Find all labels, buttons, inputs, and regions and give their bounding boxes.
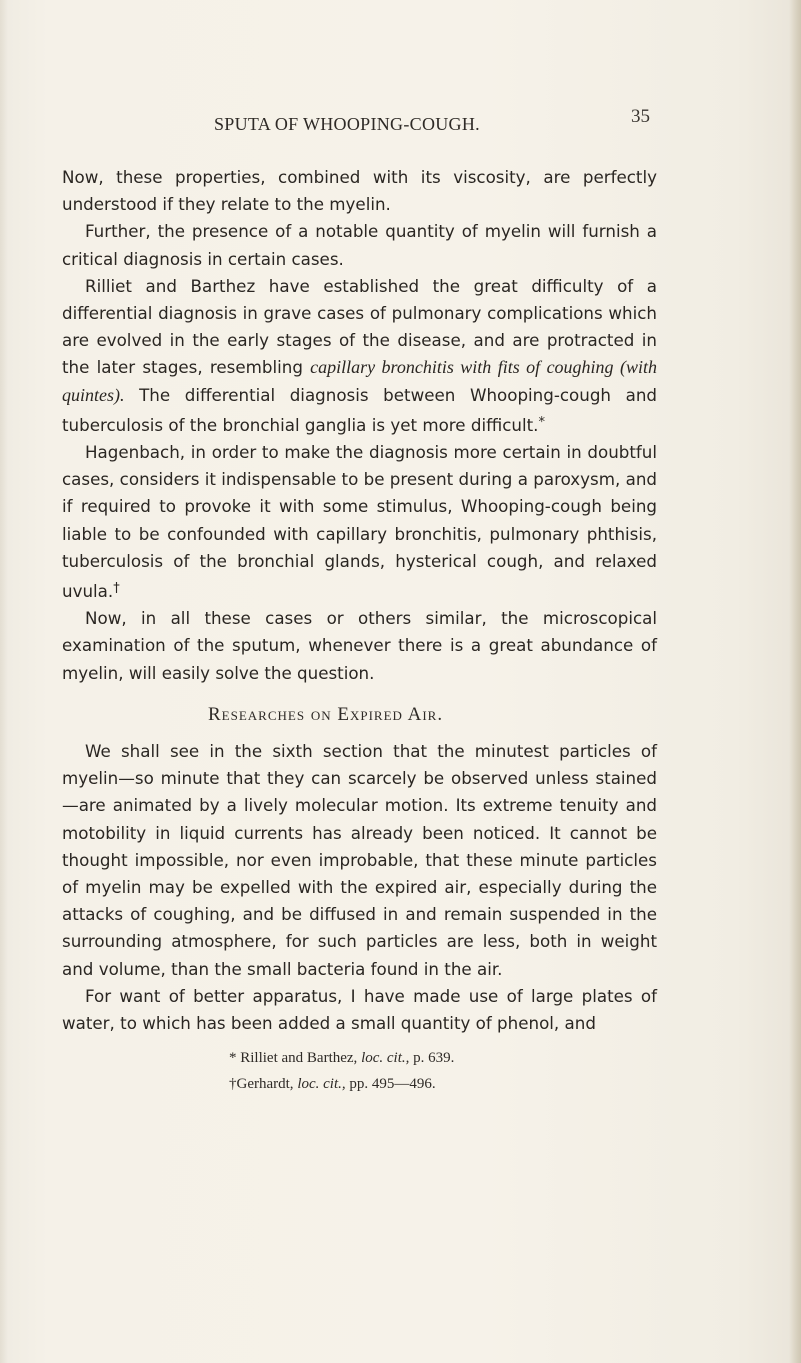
page-number: 35 [631,106,650,127]
paragraph [62,605,657,687]
footnote-marker: * [229,1050,237,1066]
footnote-marker: † [229,1076,237,1092]
footnote-text: Rilliet and Barthez, [236,1050,362,1066]
footnote-text-continued: p. 639. [409,1050,455,1066]
section-heading-text: Researches on Expired Air. [208,704,444,725]
paragraph [62,218,657,272]
footnote-text: Gerhardt, [236,1076,298,1092]
footnote-marker: * [538,414,545,430]
paragraph-text: Further, the presence of a notable quantity of myelin will furnish a critical diagnosis in certain cases. [62,221,657,269]
paragraph [62,738,657,983]
page-edge [789,0,801,1363]
paragraph-text: Rilliet and Barthez have established the great difficulty of a differential diagnosis in grave cases of pulmonary complications which are evolved in the early stages of the disease, and are protracted in the later stages, resembling [62,275,657,378]
running-head [0,106,801,144]
paragraph-text: For want of better apparatus, I have made use of large plates of water, to which has been added a small quantity of phenol, and [62,985,657,1034]
body-text-upper [62,164,657,687]
body-text-lower [62,738,657,1037]
paragraph-text: Now, in all these cases or others similar, the microscopical examination of the sputum, whenever there is a great abundance of myelin, will easily solve the question. [62,608,657,683]
paragraph-text-continued: The differential diagnosis between Whooping-cough and tuberculosis of the bronchial ganglia is yet more difficult. [62,384,657,435]
paragraph [62,273,657,439]
paragraph [62,164,657,218]
footnote-marker: † [113,581,120,597]
footnote-text-continued: pp. 495—496. [345,1076,436,1092]
page-gutter-shadow [0,0,8,1363]
paragraph-text: Now, these properties, combined with its viscosity, are perfectly understood if they relate to the myelin. [62,167,657,215]
italic-phrase: capillary bronchitis with fits of coughing (with quintes). [62,357,657,405]
footnote-italic: loc. cit., [361,1050,410,1066]
paragraph-text: We shall see in the sixth section that the minutest particles of myelin—so minute that they can scarcely be observed unless stained—are animated by a lively molecular motion. Its extreme tenuity and motobility in liquid currents has already been noticed. It cannot be thought impossible, nor even improbable, that these minute particles of myelin may be expelled with the expired air, especially during the attacks of coughing, and be diffused in and remain suspended in the surrounding atmosphere, for such particles are less, both in weight and volume, than the small bacteria found in the air. [62,741,657,979]
paragraph-text: Hagenbach, in order to make the diagnosis more certain in doubtful cases, considers it indispensable to be present during a paroxysm, and if required to provoke it with some stimulus, Whooping-cough being liable to be confounded with capillary bronchitis, pulmonary phthisis, tuberculosis of the bronchial glands, hysterical cough, and relaxed uvula. [62,442,657,602]
running-title: SPUTA OF WHOOPING-COUGH. [214,114,480,134]
paragraph [62,983,657,1037]
footnote [229,1050,454,1067]
paragraph [62,439,657,605]
footnote-italic: loc. cit., [297,1076,346,1092]
footnote [229,1076,436,1093]
